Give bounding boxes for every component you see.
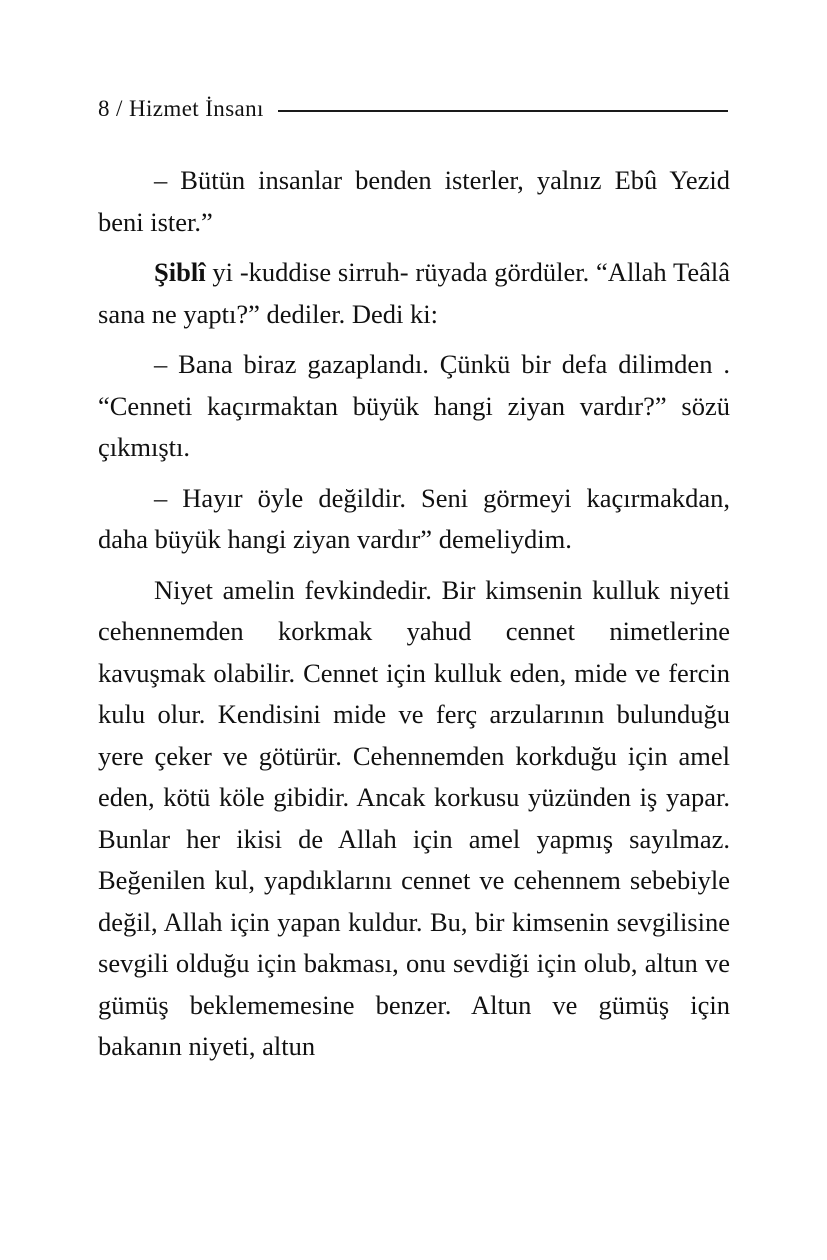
- running-head: [98, 96, 728, 122]
- paragraph-4: – Hayır öyle değildir. Seni görmeyi kaçırmakdan, daha büyük hangi ziyan vardır” demeliydim.: [98, 482, 730, 554]
- body-text: [98, 160, 730, 1068]
- paragraph-5: Niyet amelin fevkindedir. Bir kimsenin kulluk niyeti cehennemden korkmak yahud cennet nimetlerine kavuşmak olabilir. Cennet için kulluk eden, mide ve fercin kulu olur. Kendisini mide ve ferç arzularının bulunduğu yere çeker ve götürür. Cehennemden korkduğu için amel eden, kötü köle gibidir. Ancak korkusu yüzünden iş yapar. Bunlar her ikisi de Allah için amel yapmış sayılmaz. Beğenilen kul, yapdıklarını cennet ve cehennem sebebiyle değil, Allah için yapan kuldur. Bu, bir kimsenin sevgilisine sevgili olduğu için bakması, onu sevdiği için olub, altun ve gümüş beklememesine benzer. Altun ve gümüş için bakanın niyeti, altun: [98, 574, 730, 1061]
- paragraph-2: [98, 252, 730, 335]
- paragraph-3: – Bana biraz gazaplandı. Çünkü bir defa dilimden . “Cenneti kaçırmaktan büyük hangi ziyan vardır?” sözü çıkmıştı.: [98, 349, 730, 462]
- lead-word-sibli: Şiblî: [154, 257, 206, 287]
- paragraph-1: – Bütün insanlar benden isterler, yalnız Ebû Yezid beni ister.”: [98, 165, 730, 237]
- header-rule: [278, 110, 728, 112]
- page-folio: 8 / Hizmet İnsanı: [98, 96, 264, 121]
- paragraph-2-text: yi -kuddise sirruh- rüyada gördüler. “Allah Teâlâ sana ne yaptı?” dediler. Dedi ki:: [98, 257, 730, 329]
